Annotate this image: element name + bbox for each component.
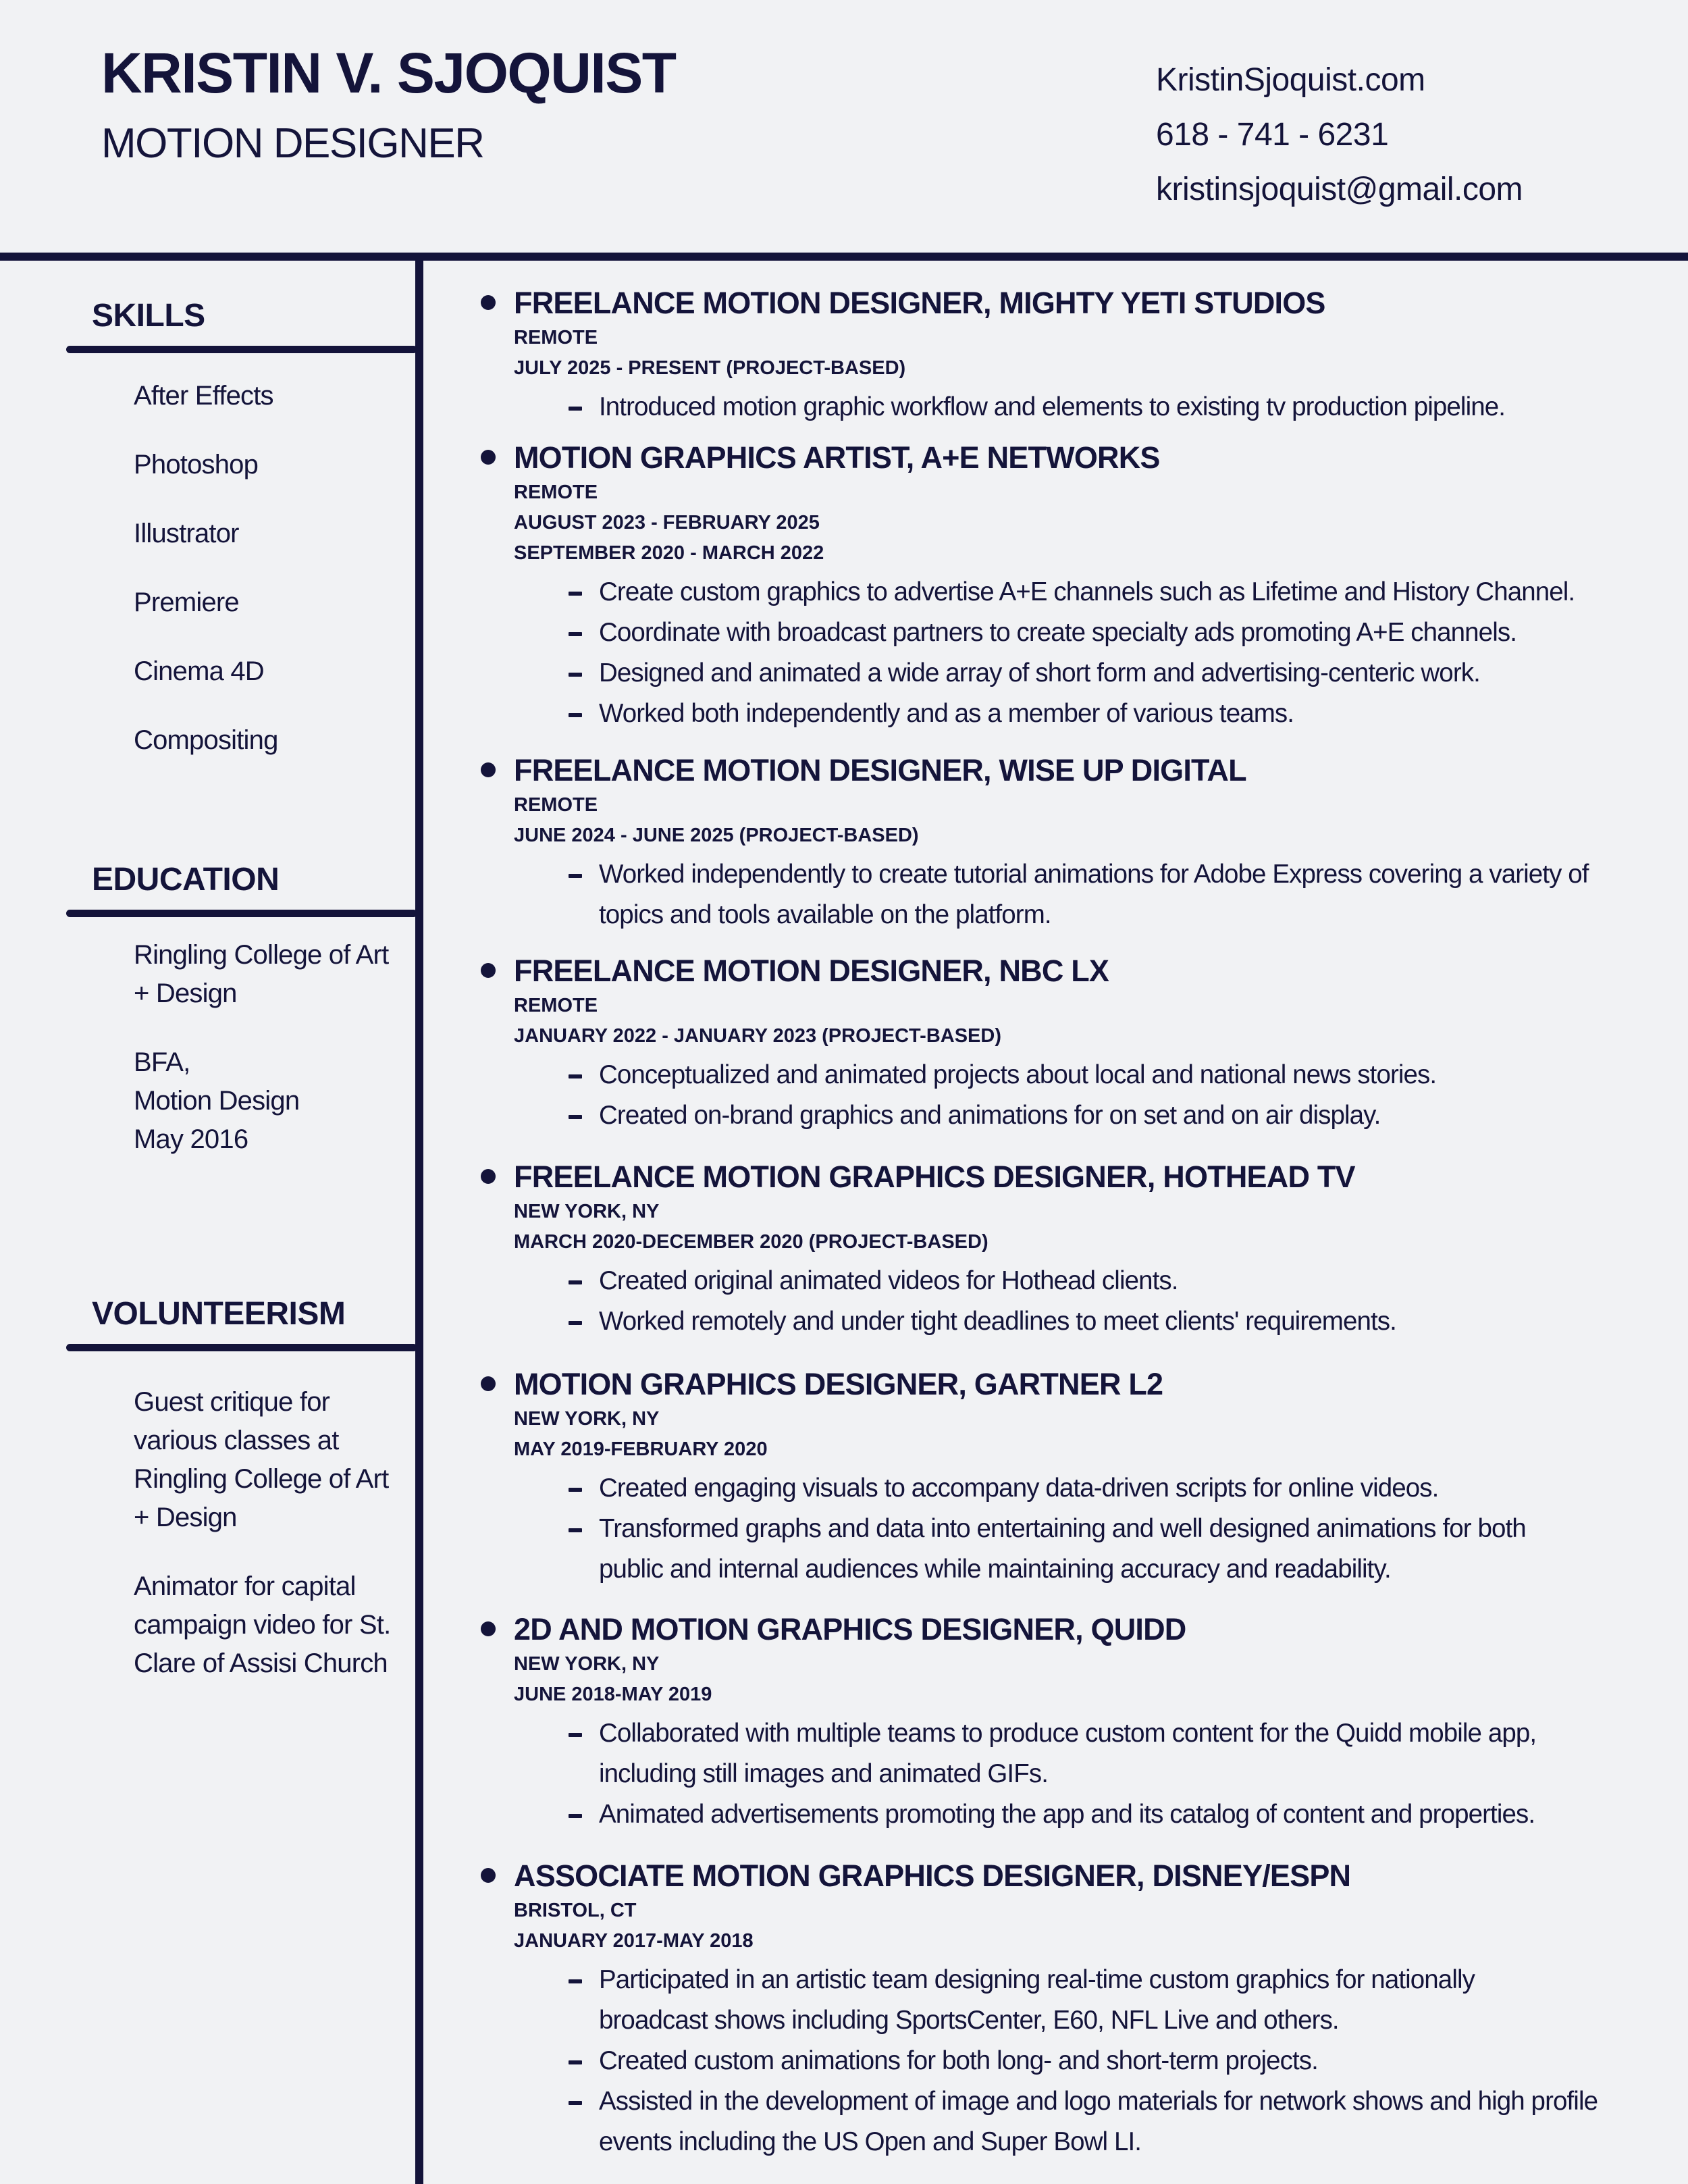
duty-item: Created original animated videos for Hothead clients. <box>566 1261 1647 1301</box>
skill-item: Compositing <box>134 725 278 755</box>
duty-item: Worked independently to create tutorial animations for Adobe Express covering a variety of topics and tools available on the platform. <box>566 854 1647 935</box>
volunteer-item: Guest critique for <box>134 1387 330 1417</box>
job-location: NEW YORK, NY <box>514 1653 660 1675</box>
duty-item: Participated in an artistic team designing real-time custom graphics for nationally broadcast shows including SportsCenter, E60, NFL Live and others. <box>566 1960 1647 2041</box>
volunteer-item: campaign video for St. <box>134 1610 391 1640</box>
job-title: FREELANCE MOTION GRAPHICS DESIGNER, HOTHEAD TV <box>514 1160 1355 1194</box>
job-duties <box>566 572 1647 734</box>
job-dates: JUNE 2018-MAY 2019 <box>514 1684 712 1705</box>
duty-item: Created on-brand graphics and animations for on set and on air display. <box>566 1095 1647 1136</box>
duty-item: Created engaging visuals to accompany data-driven scripts for online videos. <box>566 1468 1647 1509</box>
duty-item: Worked both independently and as a member of various teams. <box>566 694 1647 734</box>
duty-item: Worked remotely and under tight deadlines to meet clients' requirements. <box>566 1301 1647 1342</box>
job-location: NEW YORK, NY <box>514 1408 660 1430</box>
job-duties <box>566 387 1647 427</box>
skill-item: After Effects <box>134 381 273 411</box>
skill-item: Illustrator <box>134 519 239 548</box>
job-duties <box>566 1960 1647 2162</box>
job-location: REMOTE <box>514 995 598 1016</box>
job-duties <box>566 854 1647 935</box>
job-title: ASSOCIATE MOTION GRAPHICS DESIGNER, DISNEY/ESPN <box>514 1858 1351 1893</box>
volunteer-item: Animator for capital <box>134 1571 356 1601</box>
contact-phone: 618 - 741 - 6231 <box>1156 117 1389 153</box>
job-dates: JUNE 2024 - JUNE 2025 (PROJECT-BASED) <box>514 825 919 846</box>
job-title: FREELANCE MOTION DESIGNER, NBC LX <box>514 954 1109 988</box>
dash-icon <box>569 1979 582 1983</box>
duty-item: Introduced motion graphic workflow and elements to existing tv production pipeline. <box>566 387 1647 427</box>
bullet-dot-icon <box>481 450 496 465</box>
education-school: Ringling College of Art <box>134 940 389 970</box>
dash-icon <box>569 1321 582 1325</box>
dash-icon <box>569 1528 582 1532</box>
dash-icon <box>569 407 582 411</box>
dash-icon <box>569 632 582 636</box>
job-title: FREELANCE MOTION DESIGNER, MIGHTY YETI STUDIOS <box>514 286 1325 320</box>
volunteerism-heading: VOLUNTEERISM <box>92 1296 346 1332</box>
education-date: May 2016 <box>134 1124 248 1154</box>
dash-icon <box>569 2101 582 2105</box>
header-divider <box>0 253 1688 261</box>
bullet-dot-icon <box>481 963 496 978</box>
dash-icon <box>569 1280 582 1284</box>
resume-header <box>0 0 1688 257</box>
bullet-dot-icon <box>481 762 496 777</box>
dash-icon <box>569 1115 582 1119</box>
job-location: REMOTE <box>514 794 598 816</box>
job-dates: MARCH 2020-DECEMBER 2020 (PROJECT-BASED) <box>514 1231 988 1253</box>
volunteerism-list <box>134 1383 404 1683</box>
job-title: MOTION GRAPHICS ARTIST, A+E NETWORKS <box>514 440 1160 475</box>
duty-item: Transformed graphs and data into entertaining and well designed animations for both public and internal audiences while maintaining accuracy and readability. <box>566 1509 1647 1590</box>
job-duties <box>566 1468 1647 1590</box>
bullet-dot-icon <box>481 1376 496 1391</box>
job-duties <box>566 1261 1647 1342</box>
job-location: BRISTOL, CT <box>514 1900 637 1921</box>
dash-icon <box>569 2060 582 2064</box>
duty-item: Coordinate with broadcast partners to create specialty ads promoting A+E channels. <box>566 613 1647 653</box>
bullet-dot-icon <box>481 1621 496 1636</box>
candidate-role: MOTION DESIGNER <box>101 120 484 167</box>
job-duties <box>566 1713 1647 1835</box>
job-dates: JANUARY 2017-MAY 2018 <box>514 1930 754 1952</box>
volunteer-item: Clare of Assisi Church <box>134 1648 388 1678</box>
dash-icon <box>569 592 582 596</box>
job-title: MOTION GRAPHICS DESIGNER, GARTNER L2 <box>514 1367 1163 1401</box>
job-location: REMOTE <box>514 327 598 348</box>
volunteer-item: various classes at <box>134 1426 339 1455</box>
job-title: 2D AND MOTION GRAPHICS DESIGNER, QUIDD <box>514 1612 1186 1646</box>
skill-item: Cinema 4D <box>134 656 264 686</box>
duty-item: Created custom animations for both long- and short-term projects. <box>566 2041 1647 2081</box>
skill-item: Photoshop <box>134 450 259 479</box>
dash-icon <box>569 1814 582 1818</box>
duty-item: Conceptualized and animated projects about local and national news stories. <box>566 1055 1647 1095</box>
job-dates: JANUARY 2022 - JANUARY 2023 (PROJECT-BASED) <box>514 1025 1001 1047</box>
volunteer-item: Ringling College of Art <box>134 1464 389 1494</box>
dash-icon <box>569 1733 582 1737</box>
education-list <box>134 936 404 1159</box>
dash-icon <box>569 1488 582 1492</box>
skills-list <box>134 361 404 775</box>
bullet-dot-icon <box>481 1868 496 1883</box>
dash-icon <box>569 1074 582 1078</box>
skills-heading: SKILLS <box>92 298 205 334</box>
duty-item: Designed and animated a wide array of short form and advertising-centeric work. <box>566 653 1647 694</box>
skills-rule <box>66 346 417 353</box>
skill-item: Premiere <box>134 588 239 617</box>
contact-block <box>1156 53 1523 217</box>
column-divider <box>415 253 423 2184</box>
contact-email[interactable]: kristinsjoquist@gmail.com <box>1156 172 1523 207</box>
contact-website[interactable]: KristinSjoquist.com <box>1156 62 1425 98</box>
volunteer-item: + Design <box>134 1503 237 1532</box>
education-school: + Design <box>134 979 237 1008</box>
job-dates: MAY 2019-FEBRUARY 2020 <box>514 1438 768 1460</box>
education-rule <box>66 910 417 917</box>
candidate-name: KRISTIN V. SJOQUIST <box>101 41 676 105</box>
duty-item: Create custom graphics to advertise A+E channels such as Lifetime and History Channel. <box>566 572 1647 613</box>
job-location: REMOTE <box>514 482 598 503</box>
duty-item: Collaborated with multiple teams to produce custom content for the Quidd mobile app, including still images and animated GIFs. <box>566 1713 1647 1794</box>
job-duties <box>566 1055 1647 1136</box>
duty-item: Animated advertisements promoting the app and its catalog of content and properties. <box>566 1794 1647 1835</box>
job-dates: JULY 2025 - PRESENT (PROJECT-BASED) <box>514 357 906 379</box>
duty-item: Assisted in the development of image and logo materials for network shows and high profile events including the US Open and Super Bowl LI. <box>566 2081 1647 2162</box>
job-dates: AUGUST 2023 - FEBRUARY 2025 <box>514 512 820 534</box>
education-degree: BFA, <box>134 1047 190 1077</box>
dash-icon <box>569 874 582 878</box>
education-degree: Motion Design <box>134 1086 300 1116</box>
dash-icon <box>569 673 582 677</box>
bullet-dot-icon <box>481 1169 496 1184</box>
job-title: FREELANCE MOTION DESIGNER, WISE UP DIGITAL <box>514 753 1246 787</box>
job-location: NEW YORK, NY <box>514 1201 660 1222</box>
education-heading: EDUCATION <box>92 862 280 898</box>
dash-icon <box>569 713 582 717</box>
volunteerism-rule <box>66 1344 417 1351</box>
bullet-dot-icon <box>481 295 496 310</box>
job-dates: SEPTEMBER 2020 - MARCH 2022 <box>514 542 824 564</box>
